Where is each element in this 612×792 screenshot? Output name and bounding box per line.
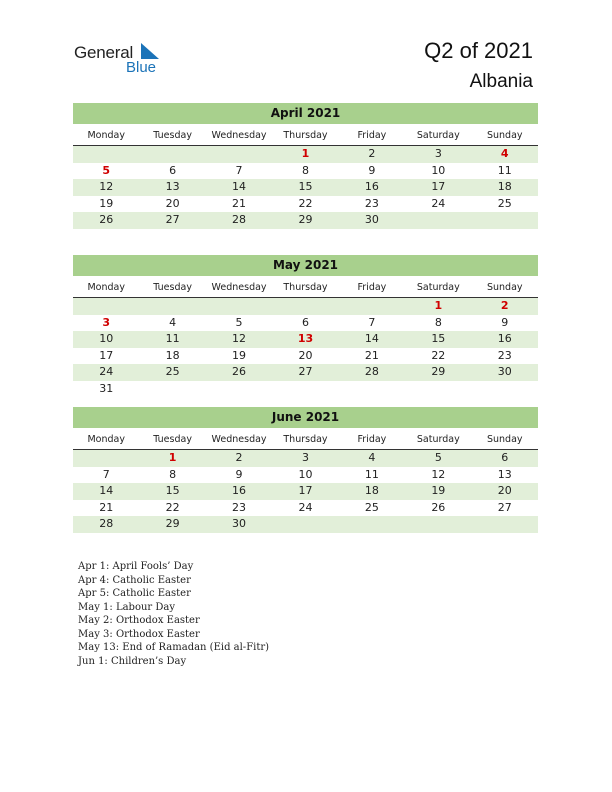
empty-day-cell (73, 450, 139, 467)
day-cell: 6 (301, 315, 309, 329)
weekday-label: Tuesday (153, 282, 192, 293)
weekday-label: Thursday (283, 282, 328, 293)
day-cell: 24 (298, 500, 313, 514)
week-row (73, 364, 538, 381)
holiday-list (78, 560, 269, 668)
day-cell: 24 (431, 196, 446, 210)
day-cell: 6 (169, 163, 177, 177)
holiday-item: May 13: End of Ramadan (Eid al-Fitr) (78, 642, 270, 653)
day-cell: 3 (301, 451, 309, 464)
day-cell: 14 (232, 180, 247, 194)
weekday-label: Friday (357, 434, 387, 445)
holiday-item: May 3: Orthodox Easter (78, 628, 200, 640)
day-cell: 20 (497, 484, 512, 498)
day-cell: 23 (232, 500, 247, 514)
month-may (73, 255, 538, 398)
week-row (73, 179, 538, 196)
empty-day-cell (139, 381, 205, 398)
day-cell: 7 (102, 467, 110, 481)
day-cell: 10 (431, 163, 446, 177)
day-cell: 6 (501, 451, 509, 464)
holiday-item: Apr 5: Catholic Easter (78, 588, 191, 599)
empty-day-cell (139, 298, 205, 315)
day-cell: 16 (232, 484, 247, 498)
day-cell: 25 (165, 365, 180, 379)
day-cell: 29 (431, 365, 446, 379)
weekday-header-row (73, 279, 538, 298)
day-cell: 1 (434, 299, 443, 312)
weekday-label: Sunday (486, 130, 523, 141)
day-cell: 17 (431, 180, 446, 194)
day-cell: 8 (169, 467, 177, 481)
day-cell: 30 (497, 365, 512, 379)
holiday-item: Jun 1: Children’s Day (78, 655, 187, 667)
day-cell: 23 (497, 348, 512, 362)
day-cell: 11 (364, 467, 379, 481)
empty-day-cell (272, 381, 338, 398)
week-row (73, 163, 538, 180)
week-row (73, 196, 538, 213)
day-cell: 12 (232, 332, 247, 346)
week-row (73, 315, 538, 332)
month-title: April 2021 (73, 103, 538, 124)
day-cell: 5 (434, 451, 442, 464)
day-cell: 28 (99, 517, 114, 531)
empty-day-cell (472, 212, 538, 229)
day-cell: 18 (497, 180, 512, 194)
day-cell: 17 (298, 484, 313, 498)
day-cell: 5 (235, 315, 243, 329)
day-cell: 22 (431, 348, 446, 362)
day-cell: 2 (368, 147, 376, 160)
day-cell: 31 (99, 381, 114, 395)
day-cell: 18 (364, 484, 379, 498)
holiday-item: Apr 1: April Fools’ Day (78, 561, 194, 572)
day-cell: 1 (168, 451, 177, 464)
day-cell: 7 (235, 163, 243, 177)
month-april (73, 103, 538, 229)
day-cell: 13 (165, 180, 180, 194)
day-cell: 16 (497, 332, 512, 346)
day-cell: 2 (235, 451, 243, 464)
empty-day-cell (272, 298, 338, 315)
day-cell: 8 (434, 315, 442, 329)
logo-triangle-icon (141, 43, 159, 59)
weekday-label: Saturday (416, 282, 460, 293)
empty-day-cell (272, 516, 338, 533)
weekday-header-row (73, 431, 538, 450)
empty-day-cell (405, 381, 471, 398)
day-cell: 9 (235, 467, 243, 481)
day-cell: 15 (298, 180, 313, 194)
day-cell: 30 (364, 213, 379, 227)
day-cell: 16 (364, 180, 379, 194)
day-cell: 17 (99, 348, 114, 362)
day-cell: 4 (368, 451, 376, 464)
day-cell: 25 (497, 196, 512, 210)
day-cell: 28 (232, 213, 247, 227)
day-cell: 21 (232, 196, 247, 210)
empty-day-cell (405, 516, 471, 533)
day-cell: 21 (99, 500, 114, 514)
day-cell: 15 (165, 484, 180, 498)
day-cell: 4 (169, 315, 177, 329)
day-cell: 23 (364, 196, 379, 210)
day-cell: 7 (368, 315, 376, 329)
day-cell: 12 (99, 180, 114, 194)
day-cell: 11 (165, 332, 180, 346)
weekday-label: Thursday (283, 434, 328, 445)
month-title: May 2021 (73, 255, 538, 276)
day-cell: 22 (165, 500, 180, 514)
weekday-header-row (73, 127, 538, 146)
week-row (73, 500, 538, 517)
day-cell: 10 (298, 467, 313, 481)
day-cell: 19 (232, 348, 247, 362)
day-cell: 26 (431, 500, 446, 514)
weekday-label: Friday (357, 130, 387, 141)
empty-day-cell (73, 298, 139, 315)
week-row (73, 381, 538, 398)
day-cell: 28 (364, 365, 379, 379)
day-cell: 27 (165, 213, 180, 227)
holiday-item: May 2: Orthodox Easter (78, 615, 200, 626)
weekday-label: Wednesday (211, 130, 267, 141)
day-cell: 18 (165, 348, 180, 362)
day-cell: 19 (99, 196, 114, 210)
weekday-label: Saturday (416, 130, 460, 141)
day-cell: 14 (364, 332, 379, 346)
week-row (73, 516, 538, 533)
day-cell: 1 (301, 147, 310, 160)
day-cell: 3 (434, 147, 442, 160)
weekday-label: Tuesday (153, 130, 192, 141)
day-cell: 29 (298, 213, 313, 227)
day-cell: 9 (368, 163, 376, 177)
day-cell: 3 (102, 315, 111, 329)
empty-day-cell (339, 516, 405, 533)
weekday-label: Monday (87, 434, 125, 445)
day-cell: 24 (99, 365, 114, 379)
day-cell: 26 (99, 213, 114, 227)
weekday-label: Monday (87, 282, 125, 293)
week-row (73, 298, 538, 315)
day-cell: 9 (501, 315, 509, 329)
page-title: Q2 of 2021 (424, 38, 533, 63)
weekday-label: Wednesday (211, 434, 267, 445)
empty-day-cell (472, 516, 538, 533)
day-cell: 14 (99, 484, 114, 498)
day-cell: 25 (364, 500, 379, 514)
empty-day-cell (472, 381, 538, 398)
empty-day-cell (339, 298, 405, 315)
week-row (73, 212, 538, 229)
day-cell: 10 (99, 332, 114, 346)
weekday-label: Wednesday (211, 282, 267, 293)
logo (74, 40, 194, 76)
weekday-label: Monday (87, 130, 125, 141)
weekday-label: Thursday (283, 130, 328, 141)
empty-day-cell (206, 298, 272, 315)
day-cell: 4 (500, 147, 509, 160)
day-cell: 19 (431, 484, 446, 498)
month-june (73, 407, 538, 533)
day-cell: 20 (298, 348, 313, 362)
month-title: June 2021 (73, 407, 538, 428)
logo-word-general: General (74, 43, 134, 62)
weekday-label: Sunday (486, 434, 523, 445)
empty-day-cell (405, 212, 471, 229)
day-cell: 8 (301, 163, 309, 177)
country-name: Albania (469, 71, 533, 92)
day-cell: 13 (497, 467, 512, 481)
holiday-item: Apr 4: Catholic Easter (78, 574, 191, 586)
week-row (73, 348, 538, 365)
day-cell: 13 (297, 332, 314, 346)
day-cell: 11 (497, 163, 512, 177)
empty-day-cell (73, 146, 139, 163)
day-cell: 21 (364, 348, 379, 362)
day-cell: 27 (298, 365, 313, 379)
weekday-label: Saturday (416, 434, 460, 445)
empty-day-cell (139, 146, 205, 163)
week-row (73, 146, 538, 163)
week-row (73, 450, 538, 467)
day-cell: 15 (431, 332, 446, 346)
day-cell: 12 (431, 467, 446, 481)
weekday-label: Tuesday (153, 434, 192, 445)
day-cell: 26 (232, 365, 247, 379)
day-cell: 29 (165, 517, 180, 531)
day-cell: 5 (102, 163, 111, 177)
logo-word-blue: Blue (126, 59, 157, 76)
day-cell: 2 (500, 299, 509, 312)
day-cell: 22 (298, 196, 313, 210)
week-row (73, 467, 538, 484)
day-cell: 20 (165, 196, 180, 210)
week-row (73, 483, 538, 500)
day-cell: 30 (232, 517, 247, 531)
empty-day-cell (339, 381, 405, 398)
empty-day-cell (206, 146, 272, 163)
week-row (73, 331, 538, 348)
weekday-label: Sunday (486, 282, 523, 293)
holiday-item: May 1: Labour Day (78, 601, 175, 613)
empty-day-cell (206, 381, 272, 398)
weekday-label: Friday (357, 282, 387, 293)
day-cell: 27 (497, 500, 512, 514)
